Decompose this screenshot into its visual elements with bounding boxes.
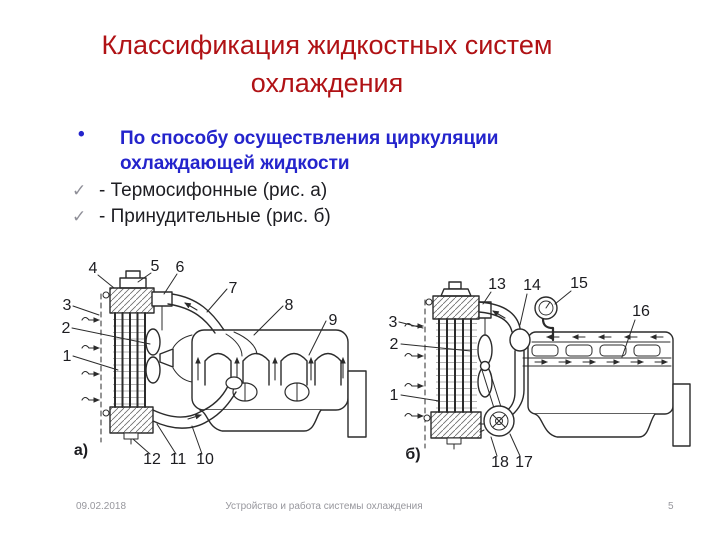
callout-18: 18 (491, 454, 509, 471)
engine-block (192, 330, 366, 437)
bullet-marker: • (78, 124, 85, 145)
callout-3: 3 (62, 297, 72, 314)
footer-page-number: 5 (668, 501, 674, 512)
engine-block (523, 332, 690, 446)
callout-13: 13 (488, 276, 506, 293)
water-pump (479, 406, 514, 436)
bullet-main-text (120, 126, 590, 176)
fan (146, 329, 192, 383)
list-item-thermosiphon (72, 180, 327, 202)
callout-4: 4 (88, 260, 98, 277)
callout-1: 1 (62, 348, 72, 365)
callout-16: 16 (632, 303, 650, 320)
thermostat-and-pipe (505, 329, 530, 416)
flywheel-housing (673, 384, 690, 446)
flywheel-housing (348, 371, 366, 437)
bullet-main-line-2: охлаждающей жидкости (120, 153, 350, 174)
slide-title (20, 26, 634, 102)
checkmark-icon: ✓ (72, 207, 87, 226)
callout-5: 5 (150, 258, 160, 275)
callout-9: 9 (328, 312, 338, 329)
figure-a-caption: а) (73, 442, 89, 459)
figure-a-thermosiphon-diagram (58, 258, 380, 473)
callout-6: 6 (175, 259, 185, 276)
list-item-label: - Принудительные (рис. б) (99, 206, 331, 227)
fan (478, 335, 501, 408)
callout-11: 11 (169, 451, 187, 468)
callout-12: 12 (143, 451, 161, 468)
figure-b-caption: б) (405, 446, 421, 463)
callout-3: 3 (388, 314, 398, 331)
airflow-arrows (82, 318, 99, 401)
bullet-main-line-1: По способу осуществления циркуляции (120, 128, 499, 149)
figure-b-forced-circulation-diagram (383, 262, 705, 480)
callout-10: 10 (196, 451, 214, 468)
slide-title-line-1: Классификация жидкостных систем (101, 30, 553, 60)
footer-title: Устройство и работа системы охлаждения (225, 501, 423, 512)
callout-2: 2 (389, 336, 399, 353)
callout-8: 8 (284, 297, 294, 314)
list-item-label: - Термосифонные (рис. а) (99, 180, 328, 201)
footer-date: 09.02.2018 (76, 501, 127, 512)
checkmark-icon: ✓ (72, 181, 87, 200)
callout-14: 14 (523, 277, 541, 294)
slide-title-line-2: охлаждения (250, 68, 404, 98)
list-item-forced (72, 206, 331, 228)
callout-1: 1 (389, 387, 399, 404)
callout-15: 15 (570, 275, 588, 292)
airflow-arrows (405, 324, 423, 417)
callout-17: 17 (515, 454, 533, 471)
callout-2: 2 (61, 320, 71, 337)
callout-7: 7 (228, 280, 238, 297)
